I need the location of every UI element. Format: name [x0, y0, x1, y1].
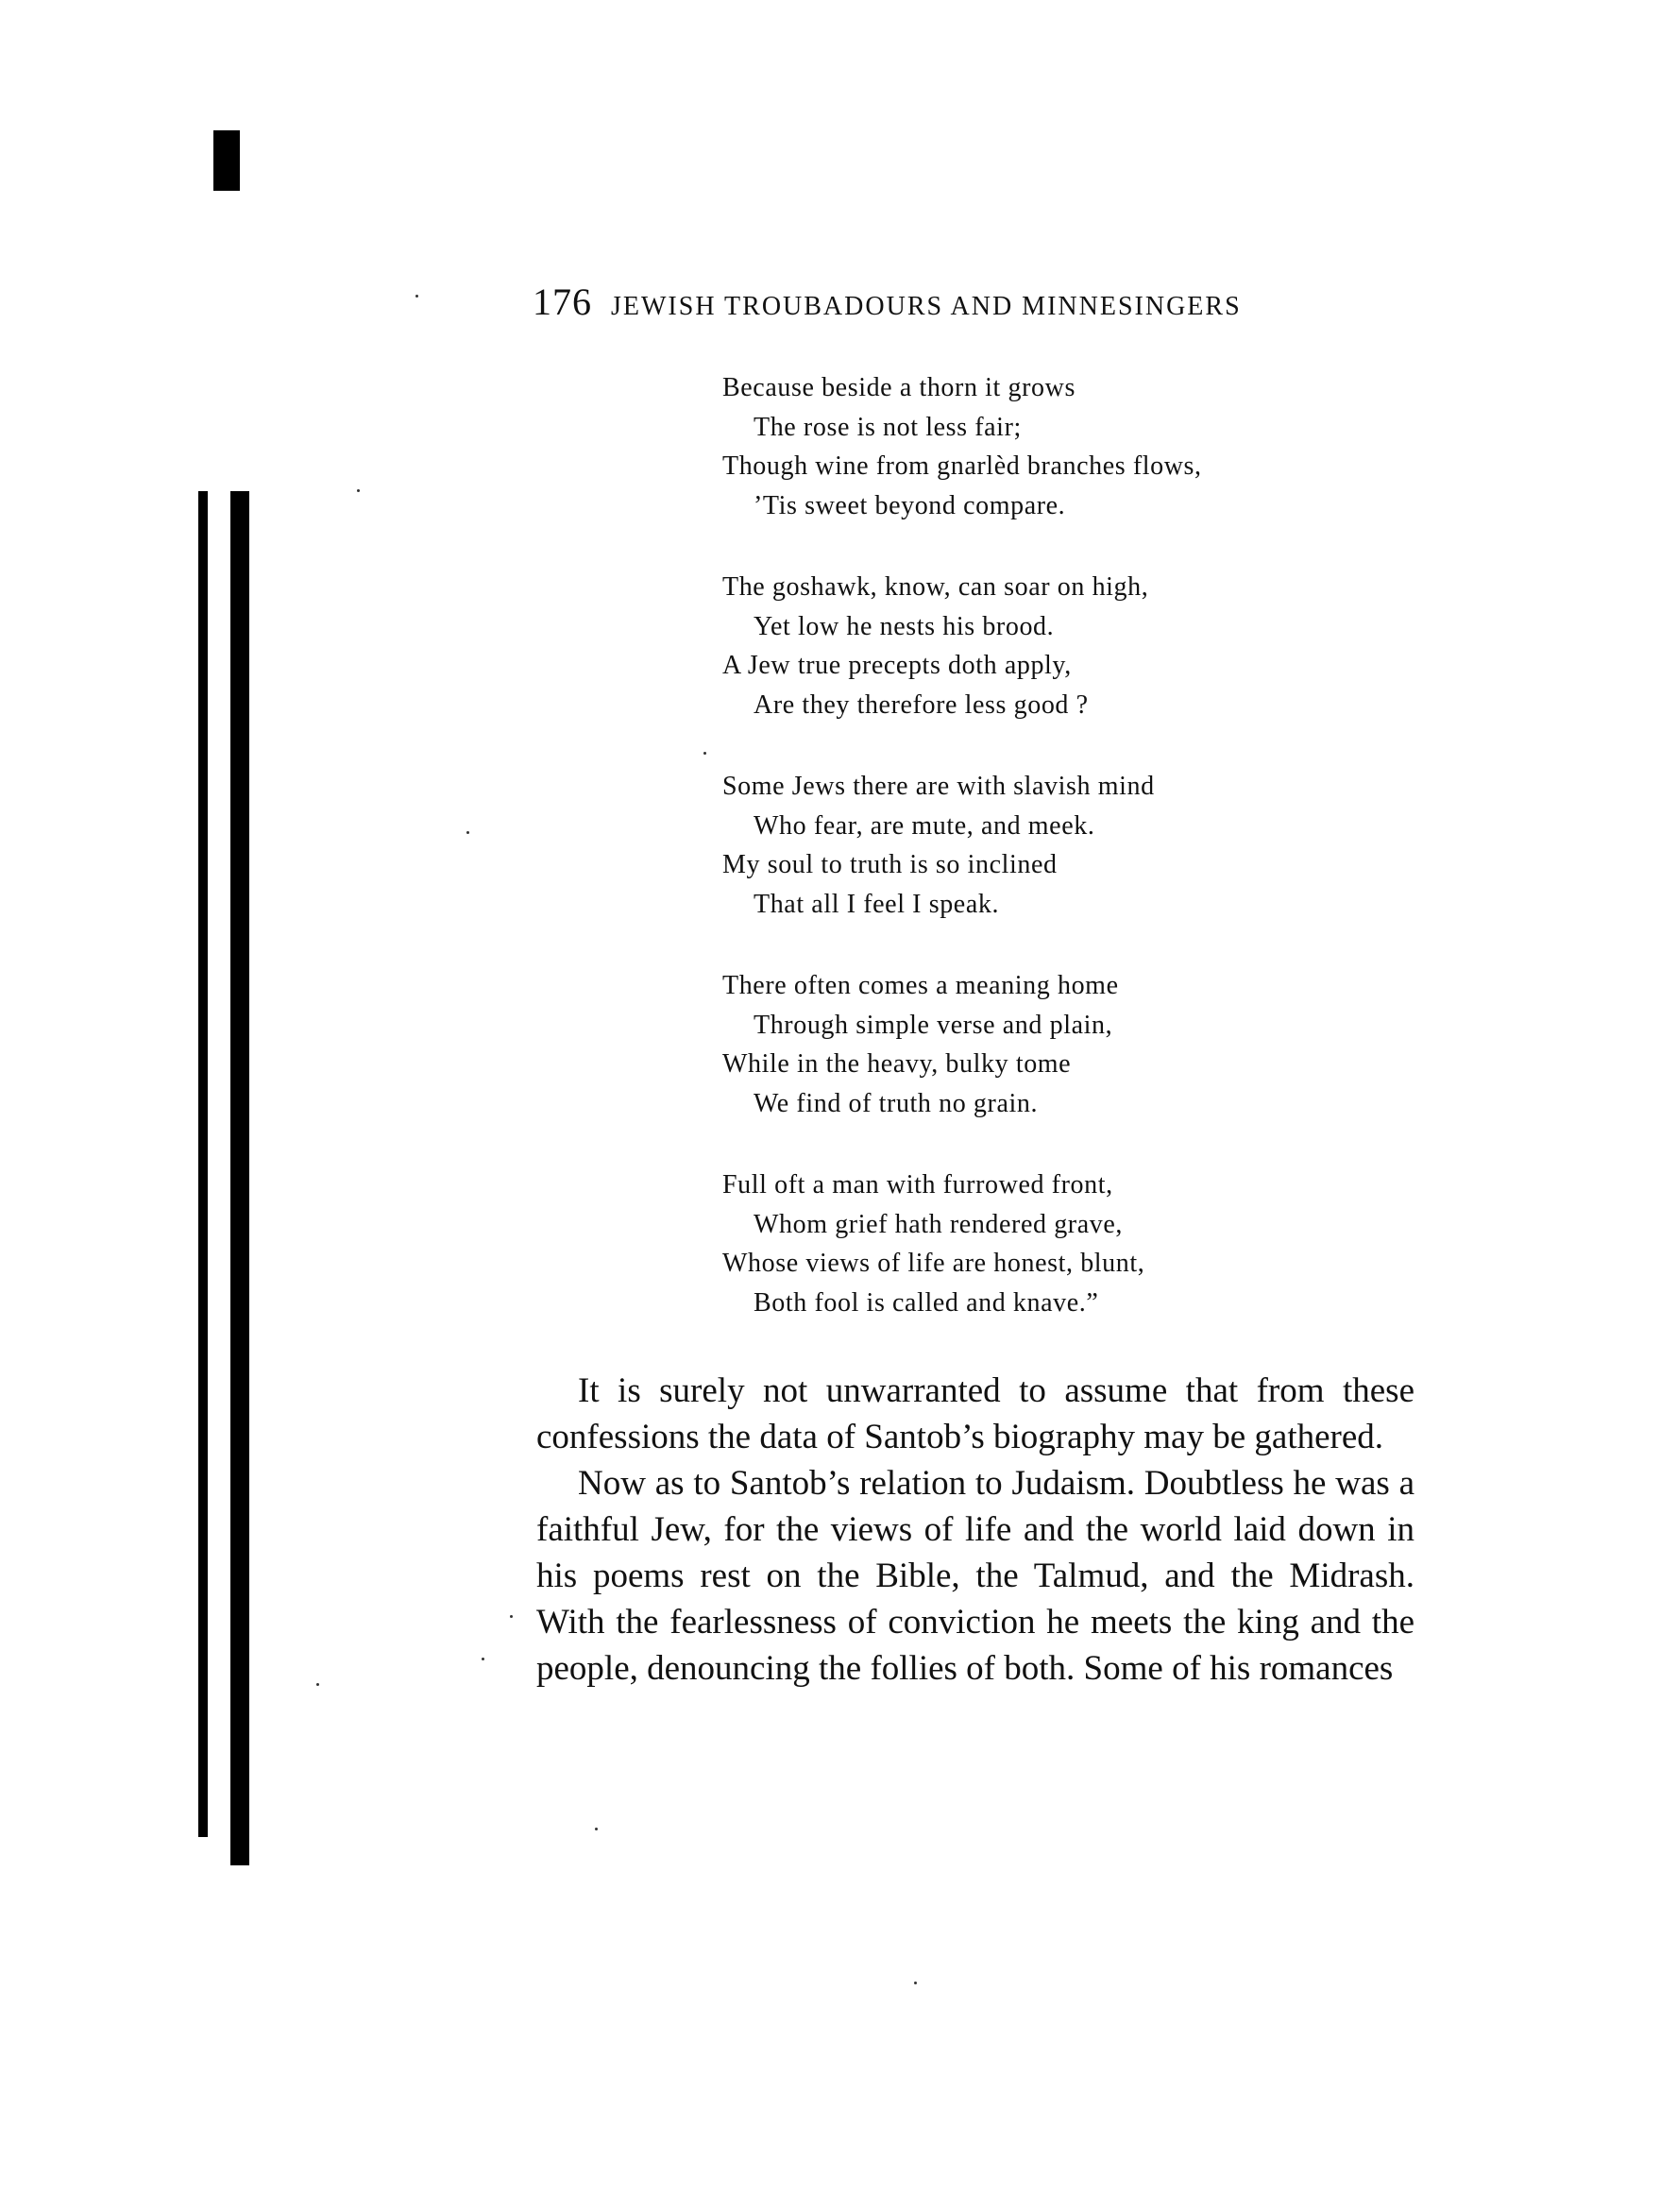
poem-line: That all I feel I speak.: [754, 889, 1000, 919]
poem-stanza: [722, 368, 1402, 525]
scan-speck: [914, 1982, 917, 1984]
running-title: JEWISH TROUBADOURS AND MINNESINGERS: [611, 292, 1242, 321]
poem-line: Whom grief hath rendered grave,: [754, 1209, 1123, 1239]
poem-stanza: [722, 1166, 1402, 1322]
scan-speck: [357, 489, 360, 492]
poem-line: Full oft a man with furrowed front,: [722, 1170, 1113, 1200]
prose-body: [536, 1368, 1414, 1692]
poem-line: Yet low he nests his brood.: [754, 611, 1055, 641]
page-number: 176: [533, 281, 592, 323]
prose-paragraph: It is surely not unwarranted to assume that from these confessions the data of Santob’s biography may be gathered.: [536, 1371, 1414, 1456]
scan-artifact-left-bar-inner: [230, 491, 249, 1865]
scan-speck: [703, 752, 706, 755]
scan-artifact-top-bar: [213, 130, 240, 191]
poem-line: While in the heavy, bulky tome: [722, 1049, 1072, 1079]
scan-speck: [316, 1683, 319, 1686]
poem-line: Though wine from gnarlèd branches flows,: [722, 451, 1202, 481]
poem-stanza: [722, 767, 1402, 924]
poem-line: Are they therefore less good ?: [754, 689, 1089, 720]
poem-line: Because beside a thorn it grows: [722, 373, 1076, 402]
poem-line: ’Tis sweet beyond compare.: [754, 490, 1066, 520]
poem-line: Whose views of life are honest, blunt,: [722, 1249, 1145, 1278]
running-header: [533, 280, 1439, 324]
poem-line: We find of truth no grain.: [754, 1088, 1039, 1118]
poem-stanza: [722, 966, 1402, 1123]
poem-line: Who fear, are mute, and meek.: [754, 810, 1095, 841]
scan-speck: [466, 831, 469, 834]
poem-stanza: [722, 568, 1402, 724]
poem-line: There often comes a meaning home: [722, 971, 1119, 1000]
prose-paragraph: Now as to Santob’s relation to Judaism. Doubtless he was a faithful Jew, for the views of life and the world laid down in his poems rest on the Bible, the Talmud, and the Midrash. With the fearlessness of conviction he meets the king and the people, denouncing the follies of both. Some of his romances: [536, 1464, 1414, 1688]
poem-line: Some Jews there are with slavish mind: [722, 772, 1155, 801]
scan-speck: [482, 1658, 484, 1660]
scan-speck: [510, 1615, 513, 1618]
poem-line: The goshawk, know, can soar on high,: [722, 572, 1149, 602]
poem-line: My soul to truth is so inclined: [722, 850, 1058, 879]
poem-line: The rose is not less fair;: [754, 412, 1022, 442]
scan-artifact-left-bar-outer: [198, 491, 208, 1837]
poem-line: A Jew true precepts doth apply,: [722, 651, 1072, 680]
scan-speck: [415, 295, 418, 298]
scan-speck: [595, 1828, 598, 1830]
poem: [722, 368, 1402, 1365]
poem-line: Through simple verse and plain,: [754, 1010, 1113, 1040]
poem-line: Both fool is called and knave.”: [754, 1287, 1099, 1318]
